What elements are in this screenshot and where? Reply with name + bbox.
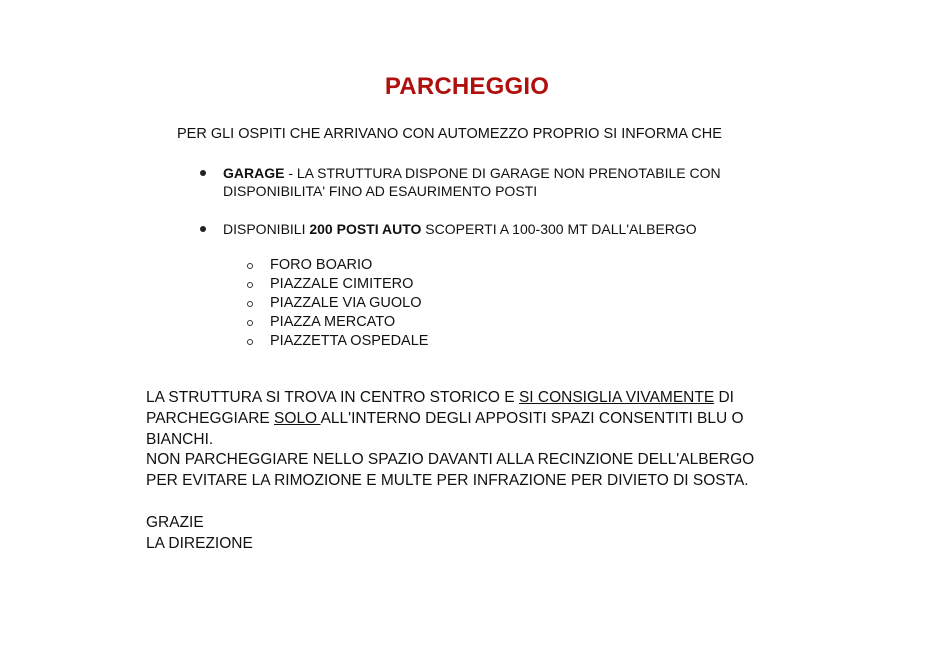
- location-name: PIAZZALE CIMITERO: [270, 276, 414, 292]
- circle-bullet-icon: [247, 320, 253, 326]
- circle-bullet-icon: [247, 282, 253, 288]
- advice-emphasis: SOLO: [274, 409, 321, 427]
- circle-bullet-icon: [247, 339, 253, 345]
- circle-bullet-icon: [247, 301, 253, 307]
- location-name: PIAZZALE VIA GUOLO: [270, 295, 422, 311]
- page-title: PARCHEGGIO: [384, 73, 550, 100]
- parking-prefix: DISPONIBILI: [223, 221, 310, 237]
- garage-description: - LA STRUTTURA DISPONE DI GARAGE NON PRENOTABILE CON DISPONIBILITA' FINO AD ESAURIMENTO POSTI: [223, 165, 721, 199]
- intro-text: PER GLI OSPITI CHE ARRIVANO CON AUTOMEZZO PROPRIO SI INFORMA CHE: [177, 126, 722, 142]
- parking-locations-list: [246, 256, 428, 351]
- location-name: PIAZZETTA OSPEDALE: [270, 333, 429, 349]
- bullet-dot-icon: [200, 226, 206, 232]
- parking-count: 200 POSTI AUTO: [309, 221, 422, 237]
- location-name: FORO BOARIO: [270, 257, 373, 273]
- parking-suffix: SCOPERTI A 100-300 MT DALL'ALBERGO: [421, 221, 697, 237]
- circle-bullet-icon: [247, 263, 253, 269]
- list-item: [246, 313, 428, 332]
- location-name: PIAZZA MERCATO: [270, 314, 396, 330]
- list-item: [246, 332, 428, 351]
- bullet-dot-icon: [200, 170, 206, 176]
- garage-label: GARAGE: [223, 165, 285, 181]
- list-item: [246, 256, 428, 275]
- advice-text: LA STRUTTURA SI TROVA IN CENTRO STORICO E: [146, 389, 519, 406]
- thanks-text: GRAZIE: [146, 514, 204, 531]
- advice-paragraph: [146, 388, 786, 450]
- parking-advice: [146, 388, 786, 492]
- info-bullet-list: [200, 164, 760, 258]
- closing-block: [146, 513, 253, 555]
- signature-text: LA DIREZIONE: [146, 534, 253, 552]
- advice-emphasis: SI CONSIGLIA VIVAMENTE: [518, 389, 715, 406]
- bullet-garage: [200, 164, 760, 200]
- list-item: [246, 275, 428, 294]
- list-item: [246, 294, 428, 313]
- advice-text: ALL'INTERNO DEGLI APPOSITI SPAZI CONSENTITI BLU O BIANCHI.: [146, 409, 744, 448]
- bullet-parking-spaces: [200, 220, 760, 238]
- advice-text: DI PARCHEGGIARE: [146, 389, 734, 427]
- warning-paragraph: NON PARCHEGGIARE NELLO SPAZIO DAVANTI ALLA RECINZIONE DELL'ALBERGO PER EVITARE LA RIMOZIONE E MULTE PER INFRAZIONE PER DIVIETO DI SOSTA.: [146, 451, 755, 490]
